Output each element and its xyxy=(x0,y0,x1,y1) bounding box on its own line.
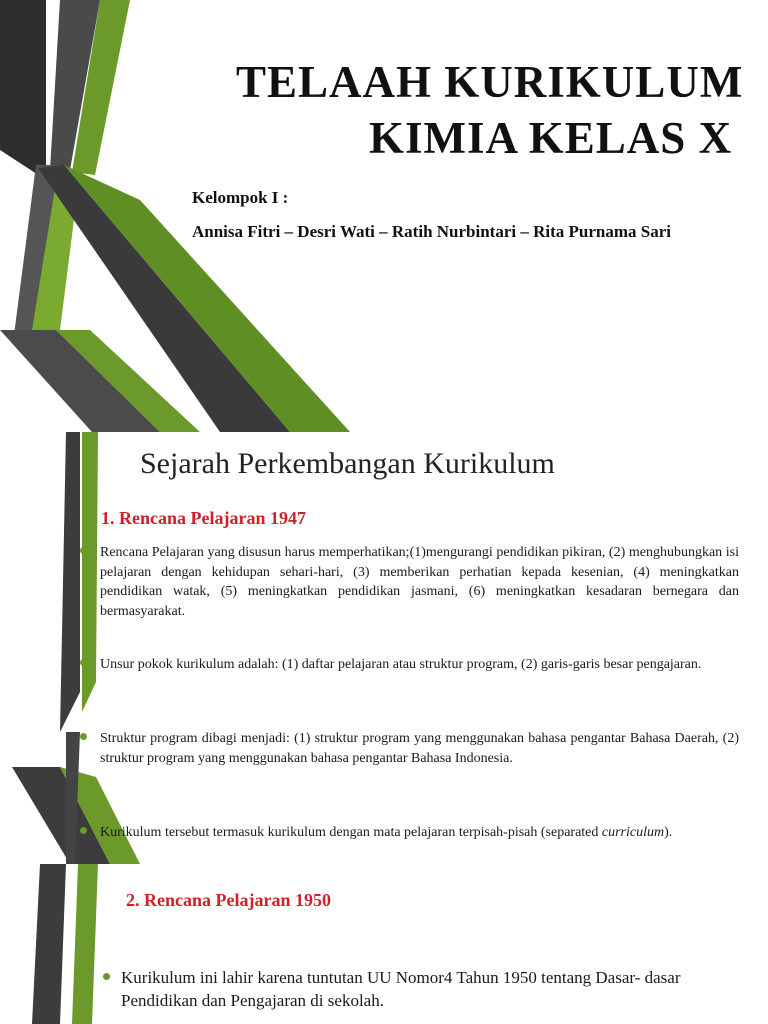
bullet-icon xyxy=(80,827,87,834)
bullet-icon xyxy=(80,659,87,666)
history-slide xyxy=(0,432,768,864)
section-heading-1947: 1. Rencana Pelajaran 1947 xyxy=(101,508,306,528)
list-item xyxy=(103,966,713,1012)
bullet-icon xyxy=(80,547,87,554)
bullet-icon xyxy=(103,973,110,980)
bullet-text: Struktur program dibagi menjadi: (1) struktur program yang menggunakan bahasa pengantar Bahasa Daerah, (2) struktur program yang menggunakan bahasa pengantar Bahasa Indonesia. xyxy=(100,731,739,766)
title-slide xyxy=(0,0,768,432)
slide2-decorative-stripes xyxy=(0,432,768,864)
bullet-text: Rencana Pelajaran yang disusun harus memperhatikan;(1)mengurangi pendidikan pikiran, (2) menghubungkan isi pelajaran dengan kehidupan sehari-hari, (3) memberikan perhatian kepada kesenian, (4) meningkatkan pendidikan watak, (5) meningkatkan pendidikan jasmani, (6) meningkatkan kesadaran bernegara dan bermasyarakat. xyxy=(100,545,739,619)
title-line-1: TELAAH KURIKULUM xyxy=(236,57,744,107)
section-heading-1950: 2. Rencana Pelajaran 1950 xyxy=(126,890,331,910)
slide2-title: Sejarah Perkembangan Kurikulum xyxy=(140,447,555,480)
list-item xyxy=(80,543,739,621)
group-label: Kelompok I : xyxy=(192,188,289,207)
list-item xyxy=(80,655,739,675)
title-line-2: KIMIA KELAS X xyxy=(369,113,733,163)
bullet-text: Kurikulum tersebut termasuk kurikulum dengan mata pelajaran terpisah-pisah (separated curriculum). xyxy=(100,825,673,840)
group-members: Annisa Fitri – Desri Wati – Ratih Nurbintari – Rita Purnama Sari xyxy=(192,222,671,241)
list-item xyxy=(80,729,739,768)
curriculum-1950-slide xyxy=(0,864,768,1024)
list-item xyxy=(80,823,739,843)
bullet-text: Kurikulum ini lahir karena tuntutan UU Nomor4 Tahun 1950 tentang Dasar- dasar Pendidikan dan Pengajaran di sekolah. xyxy=(121,968,681,1010)
bullet-icon xyxy=(80,733,87,740)
bullet-text: Unsur pokok kurikulum adalah: (1) daftar pelajaran atau struktur program, (2) garis-garis besar pengajaran. xyxy=(100,657,702,672)
